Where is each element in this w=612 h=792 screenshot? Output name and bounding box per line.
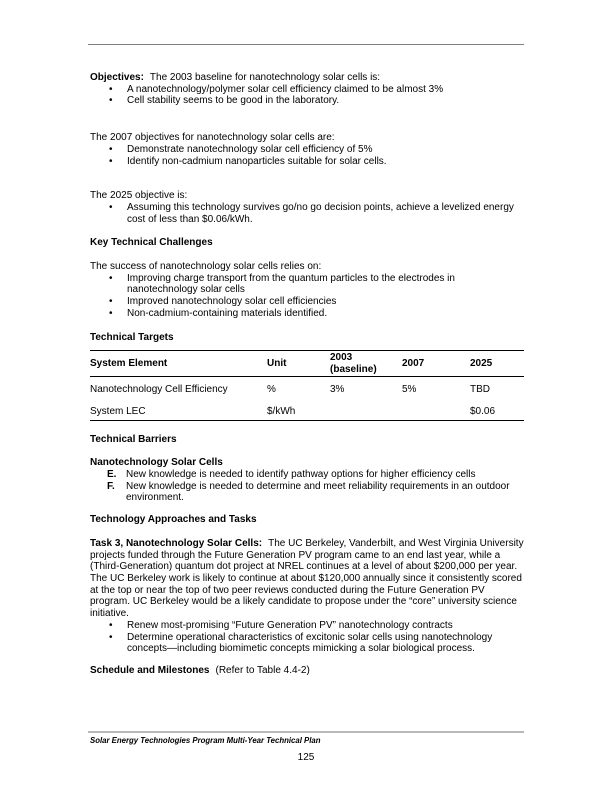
bullet-item [90, 156, 524, 168]
table-header-2007: 2007 [402, 357, 425, 369]
schedule-milestones-line [90, 665, 524, 677]
bullet-item [90, 273, 524, 296]
objectives-intro-text: The 2003 baseline for nanotechnology solar cells is: [149, 72, 381, 83]
footer-page-number: 125 [297, 752, 315, 763]
table-header-unit: Unit [267, 357, 287, 369]
technical-barriers-heading: Technical Barriers [90, 433, 177, 445]
objective-2025-bullet-list [90, 202, 524, 225]
objectives-label: Objectives: [90, 72, 144, 83]
table-header-row [90, 351, 524, 377]
objectives-2007-bullet-list [90, 144, 524, 167]
table-cell-2003: 3% [330, 384, 345, 396]
page-body [90, 0, 524, 677]
task3-bullet-list [90, 620, 524, 655]
schedule-milestones-note: (Refer to Table 4.4-2) [215, 664, 310, 676]
table-cell-2003 [330, 406, 402, 418]
objectives-section [90, 72, 524, 107]
bullet-text: Identify non-cadmium nanoparticles suitable for solar cells. [127, 155, 387, 167]
bullet-item [90, 308, 524, 320]
technical-barriers-list [90, 469, 524, 504]
objectives-bullet-list [90, 84, 524, 107]
technical-targets-heading: Technical Targets [90, 331, 174, 343]
objectives-2007-section [90, 132, 524, 167]
technical-targets-table [90, 350, 524, 420]
bullet-text: Determine operational characteristics of excitonic solar cells using nanotechnology concepts—including biomimetic concepts mimicking a solar biological process. [127, 631, 493, 655]
technology-approaches-heading: Technology Approaches and Tasks [90, 514, 257, 526]
key-technical-challenges-heading: Key Technical Challenges [90, 237, 213, 249]
barrier-item-label: F. [107, 480, 115, 492]
barrier-item [90, 469, 524, 481]
schedule-milestones-heading: Schedule and Milestones [90, 664, 210, 676]
bullet-item [90, 632, 524, 655]
objective-2025-intro: The 2025 objective is: [90, 190, 188, 202]
table-cell-2025: TBD [470, 384, 490, 396]
bullet-item [90, 95, 524, 107]
objective-2025-section [90, 190, 524, 225]
table-header-2003-baseline: 2003 (baseline) [330, 352, 377, 375]
key-technical-challenges-section [90, 261, 524, 320]
task3-body-text: The UC Berkeley, Vanderbilt, and West Virginia University projects funded through the Future Generation PV program came to an end last year, while a (Third-Generation) quantum dot project at NREL continues at a level of about $200,000 per year. The UC Berkeley work is likely to continue at about $120,000 annually since it consistently scored at the top or near the top of two peer reviews conducted during the Future Generation PV program. UC Berkeley would be a likely candidate to propose under the “core” university science initiative. [90, 537, 524, 620]
bullet-text: Renew most-promising “Future Generation PV” nanotechnology contracts [127, 619, 453, 631]
barrier-item-label: E. [107, 469, 117, 481]
bullet-item [90, 296, 524, 308]
objectives-intro [90, 72, 524, 84]
bullet-text: Demonstrate nanotechnology solar cell efficiency of 5% [127, 143, 373, 155]
bullet-text: Improved nanotechnology solar cell efficiencies [127, 296, 337, 308]
table-cell-system-element: System LEC [90, 405, 146, 417]
bullet-item [90, 202, 524, 225]
key-technical-challenges-bullet-list [90, 273, 524, 320]
bullet-text: Assuming this technology survives go/no go decision points, achieve a levelized energy cost of less than $0.06/kWh. [127, 201, 514, 225]
table-cell-2025: $0.06 [470, 405, 496, 417]
footer-doc-title: Solar Energy Technologies Program Multi-Year Technical Plan [90, 736, 321, 745]
objectives-2007-intro: The 2007 objectives for nanotechnology solar cells are: [90, 132, 335, 144]
task3-label: Task 3, Nanotechnology Solar Cells: [90, 537, 263, 549]
bullet-item [90, 620, 524, 632]
task3-paragraph [90, 538, 524, 620]
table-cell-2007: 5% [402, 384, 417, 396]
footer-rule [88, 731, 524, 733]
bullet-text: Non-cadmium-containing materials identified. [127, 307, 328, 319]
table-header-2025: 2025 [470, 357, 493, 369]
bullet-text: Cell stability seems to be good in the laboratory. [127, 95, 340, 107]
key-technical-challenges-intro: The success of nanotechnology solar cells relies on: [90, 261, 322, 273]
table-cell-unit: % [267, 384, 276, 396]
table-header-system-element: System Element [90, 357, 168, 369]
bullet-text: Improving charge transport from the quantum particles to the electrodes in nanotechnology solar cells [127, 272, 455, 296]
barrier-item-text: New knowledge is needed to identify pathway options for higher efficiency cells [126, 469, 476, 481]
table-cell-system-element: Nanotechnology Cell Efficiency [90, 384, 228, 396]
barrier-item-text: New knowledge is needed to determine and meet reliability requirements in an outdoor environment. [126, 480, 510, 504]
barrier-item [90, 481, 524, 504]
table-cell-2007 [402, 406, 470, 418]
table-cell-unit: $/kWh [267, 405, 296, 417]
bullet-item [90, 144, 524, 156]
nanotechnology-solar-cells-subheading: Nanotechnology Solar Cells [90, 457, 223, 469]
table-row [90, 377, 524, 406]
bullet-text: A nanotechnology/polymer solar cell efficiency claimed to be almost 3% [127, 83, 444, 95]
bullet-item [90, 84, 524, 96]
table-row [90, 406, 524, 420]
